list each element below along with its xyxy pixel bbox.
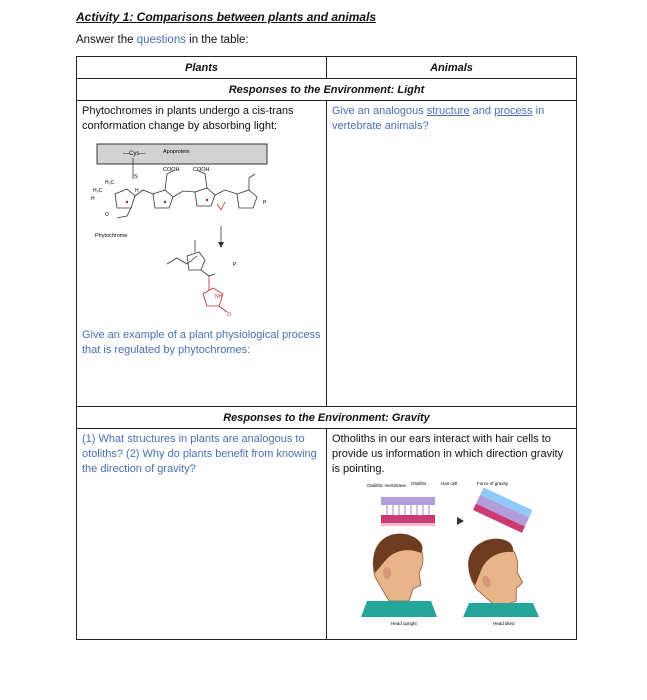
otoliths-label: Otoliths: [411, 481, 427, 486]
nh-label: NH: [215, 294, 223, 300]
sulfur-label: S: [134, 174, 138, 180]
light-plants-question: Give an example of a plant physiological process that is regulated by phytochromes:: [82, 329, 321, 356]
cooh-label-2: COOH: [193, 167, 210, 173]
pfr-label: P: [233, 262, 237, 268]
gravity-animals-text: Otholiths in our ears interact with hair cells to provide us information in which direction gravity is pointing.: [332, 433, 564, 475]
cooh-label-1: COOH: [163, 167, 180, 173]
h-label-b: H: [135, 188, 139, 194]
phytochrome-structure-diagram: [77, 134, 325, 324]
apoprotein-label: Apoprotein: [163, 149, 190, 155]
otolithic-membrane-label: Otolithic membrane: [367, 483, 407, 488]
head-upright-label: Head upright: [391, 621, 417, 626]
questions-link[interactable]: questions: [136, 34, 186, 46]
light-animals-cell[interactable]: [327, 101, 577, 407]
comparison-table: [76, 56, 577, 640]
instructions: Answer the questions in the table:: [76, 34, 249, 46]
light-animals-question: Give an analogous structure and process in vertebrate animals?: [332, 105, 545, 132]
section-light-header: Responses to the Environment: Light: [77, 79, 577, 101]
gravity-plants-question: (1) What structures in plants are analogous to otoliths? (2) Why do plants benefit from knowing the direction of gravity?: [82, 433, 317, 475]
o-label-right: O: [227, 312, 231, 318]
hair-cell-label: Hair cell: [441, 481, 458, 486]
page-title: Activity 1: Comparisons between plants and animals: [76, 10, 377, 24]
head-upright-illustration: [361, 534, 437, 617]
otolith-figure: [327, 477, 575, 627]
hair-cells-upright: [381, 515, 435, 523]
cys-label: —Cys—: [123, 151, 146, 157]
head-tilted-label: Head tilted: [493, 621, 515, 626]
phytochrome-label: Phytochrome: [95, 233, 128, 239]
pr-label: P: [263, 200, 267, 206]
h3c-label-1: H₃C: [93, 188, 103, 194]
h3c-label-2: H₃C: [105, 180, 115, 186]
o-label-left: O: [105, 212, 109, 218]
base-upright: [381, 523, 435, 526]
light-plants-text: Phytochromes in plants undergo a cis-trans conformation change by absorbing light:: [82, 105, 294, 132]
section-gravity-header: Responses to the Environment: Gravity: [77, 407, 577, 429]
hair-bundles-upright: [387, 505, 429, 515]
column-header-plants: Plants: [77, 57, 327, 79]
light-plants-cell[interactable]: [77, 101, 327, 407]
gravity-plants-cell[interactable]: [77, 429, 327, 640]
gravity-arrow: [457, 517, 464, 525]
converted-chain: [167, 240, 215, 276]
h-label-a: H: [91, 196, 95, 202]
head-tilted-illustration: [461, 533, 539, 617]
tilted-otolith: [473, 487, 533, 532]
otolithic-membrane-upright: [381, 497, 435, 505]
force-of-gravity-label: Force of gravity: [477, 481, 509, 486]
gravity-animals-cell[interactable]: [327, 429, 577, 640]
column-header-animals: Animals: [327, 57, 577, 79]
